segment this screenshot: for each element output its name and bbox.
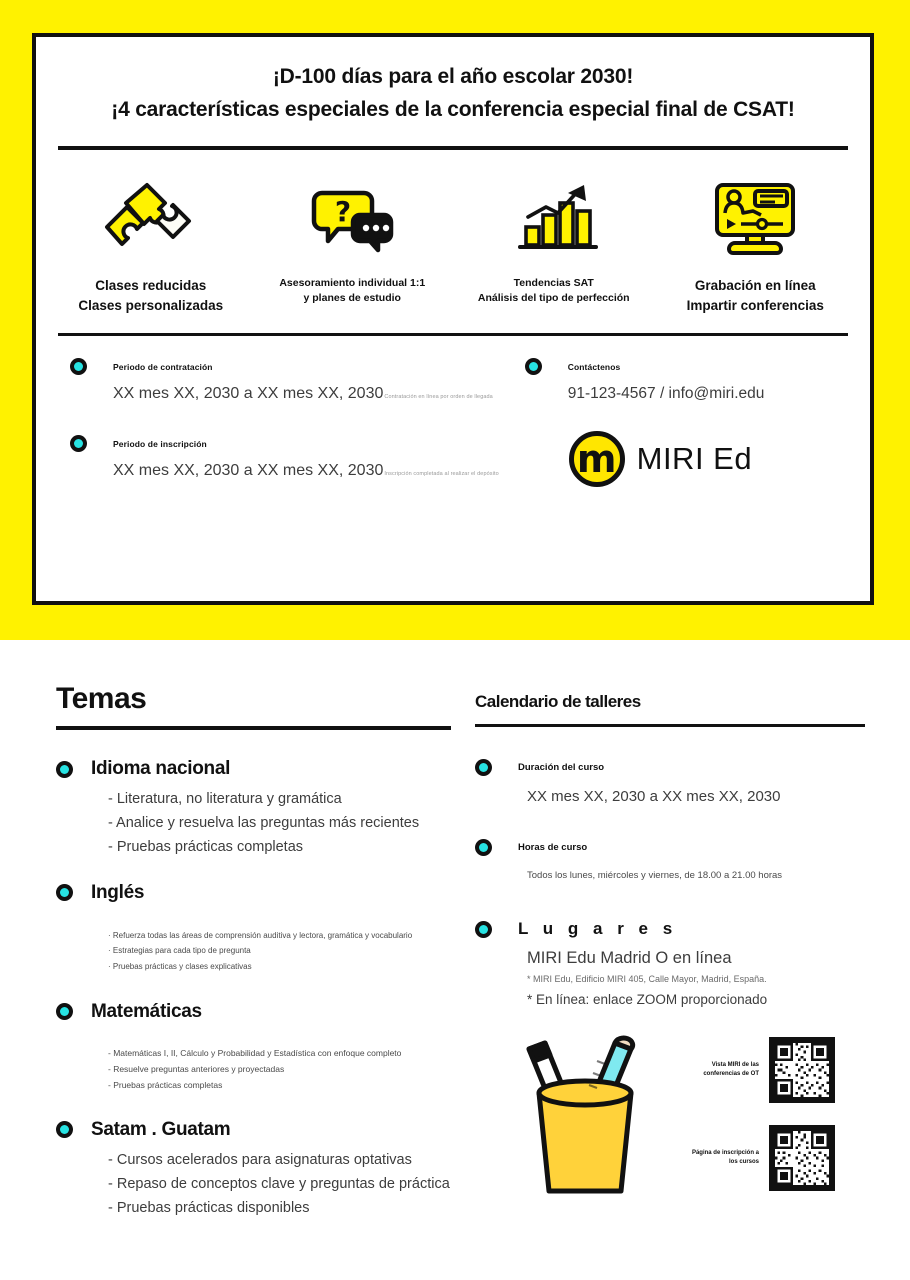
topic-name: Matemáticas	[91, 1000, 202, 1022]
speech-bubbles-icon	[304, 174, 400, 260]
places-note-online: * En línea: enlace ZOOM proporcionado	[527, 992, 768, 1007]
enrollment-period-block	[70, 358, 499, 403]
places-value: MIRI Edu Madrid O en línea	[527, 949, 732, 967]
qr-caption: Página de inscripción a los cursos	[691, 1150, 759, 1165]
monitor-lecture-icon	[707, 174, 803, 260]
feature-item	[252, 162, 454, 315]
topic-block	[56, 882, 451, 975]
poster-card	[32, 33, 874, 605]
qr-code-registration-icon[interactable]	[769, 1125, 835, 1191]
topic-name: Satam . Guatam	[91, 1118, 231, 1140]
topic-bullet: · Estrategias para cada tipo de pregunta	[108, 946, 251, 956]
bullet-dot-icon	[475, 839, 492, 856]
feature-item	[453, 162, 655, 315]
course-hours-block	[475, 839, 865, 881]
qr-caption: Vista MIRI de las conferencias de OT	[703, 1062, 759, 1077]
info-note: Inscripción completada al realizar el depósito	[384, 471, 499, 478]
feature-caption-line2: Análisis del tipo de perfección	[477, 292, 630, 305]
qr-code-lecture-icon[interactable]	[769, 1037, 835, 1103]
topic-name: Inglés	[91, 881, 145, 903]
info-grid	[70, 358, 836, 512]
feature-caption-line2: Clases personalizadas	[78, 297, 224, 313]
info-value-row	[113, 462, 499, 480]
topic-bullets	[108, 1149, 451, 1221]
topic-bullet: - Pruebas prácticas disponibles	[108, 1199, 310, 1216]
topic-bullet: - Pruebas prácticas completas	[108, 838, 304, 855]
topic-name: Idioma nacional	[91, 758, 231, 779]
schedule-column	[475, 640, 865, 1221]
info-value-row	[113, 385, 499, 403]
bullet-dot-icon	[525, 358, 542, 375]
brand-logo	[525, 431, 796, 487]
bullet-dot-icon	[70, 435, 87, 452]
topic-head	[56, 882, 451, 904]
rb-head	[475, 759, 865, 776]
feature-caption-line1: Clases reducidas	[95, 278, 207, 294]
duration-label: Duración del curso	[518, 762, 605, 773]
topic-head	[56, 758, 451, 780]
headline-line-2: ¡4 características especiales de la conferencia especial final de CSAT!	[111, 97, 795, 121]
bullet-dot-icon	[56, 761, 73, 778]
topic-block	[56, 758, 451, 860]
feature-caption	[279, 276, 425, 306]
topic-block	[56, 1119, 451, 1221]
schedule-title: Calendario de talleres	[475, 692, 641, 711]
topic-block	[56, 1001, 451, 1093]
topic-head	[56, 1001, 451, 1023]
bottom-columns	[0, 640, 910, 1221]
feature-caption	[478, 276, 630, 306]
topic-bullet: - Analice y resuelva las preguntas más recientes	[108, 814, 420, 831]
svg-text:?: ?	[335, 195, 352, 229]
course-duration-block	[475, 759, 865, 805]
bullet-dot-icon	[475, 759, 492, 776]
puzzle-icon	[103, 174, 199, 260]
feature-caption-line2: y planes de estudio	[303, 292, 401, 305]
feature-caption-line1: Asesoramiento individual 1:1	[279, 277, 426, 290]
topic-bullet: - Cursos acelerados para asignaturas optativas	[108, 1151, 412, 1168]
contact-value[interactable]: 91-123-4567 / info@miri.edu	[567, 385, 765, 403]
rb-head	[475, 919, 865, 939]
feature-item	[655, 162, 857, 315]
headline-line-1: ¡D-100 días para el año escolar 2030!	[272, 65, 634, 88]
topic-head	[56, 1119, 451, 1141]
feature-row	[50, 162, 856, 315]
info-note: Contratación en línea por orden de llegada	[384, 394, 493, 401]
hours-value: Todos los lunes, miércoles y viernes, de 18.00 a 21.00 horas	[527, 870, 783, 881]
topic-bullets	[108, 1045, 451, 1093]
registration-period-block	[70, 435, 499, 480]
feature-caption-line2: Impartir conferencias	[686, 297, 824, 313]
info-head	[70, 435, 499, 452]
divider-top	[58, 146, 848, 150]
logo-mark-icon: m	[569, 431, 625, 487]
places-block	[475, 919, 865, 1007]
bar-chart-trend-icon	[506, 174, 602, 260]
topics-column	[56, 640, 451, 1221]
info-label: Periodo de contratación	[113, 361, 213, 372]
bullet-dot-icon	[56, 1121, 73, 1138]
bullet-dot-icon	[56, 884, 73, 901]
qr-item[interactable]	[683, 1037, 835, 1103]
qr-column	[683, 1037, 835, 1213]
bullet-dot-icon	[70, 358, 87, 375]
contact-label: Contáctenos	[567, 361, 621, 372]
topic-bullet: - Resuelve preguntas anteriores y proyectadas	[108, 1063, 285, 1074]
feature-item	[50, 162, 252, 315]
pencil-cup-icon	[505, 1031, 665, 1211]
info-value: XX mes XX, 2030 a XX mes XX, 2030	[113, 385, 384, 403]
duration-value: XX mes XX, 2030 a XX mes XX, 2030	[527, 788, 781, 805]
info-label: Periodo de inscripción	[113, 438, 207, 449]
bottom-section	[0, 640, 910, 1280]
topic-bullet: · Refuerza todas las áreas de comprensión auditiva y lectora, gramática y vocabulario	[108, 930, 413, 940]
info-column-left	[70, 358, 499, 512]
topic-bullet: - Repaso de conceptos clave y preguntas de práctica	[108, 1175, 450, 1192]
topic-bullet: · Pruebas prácticas y clases explicativas	[108, 961, 252, 971]
qr-item[interactable]	[683, 1125, 835, 1191]
logo-text: MIRI Ed	[636, 441, 753, 477]
info-value: XX mes XX, 2030 a XX mes XX, 2030	[113, 462, 384, 480]
topic-bullet: - Matemáticas I, II, Cálculo y Probabilidad y Estadística con enfoque completo	[108, 1047, 402, 1058]
topics-title: Temas	[56, 682, 147, 715]
topics-underline	[56, 726, 451, 730]
rb-head	[475, 839, 865, 856]
schedule-underline	[475, 724, 865, 727]
info-head	[525, 358, 836, 375]
feature-caption	[78, 276, 223, 315]
info-head	[70, 358, 499, 375]
art-and-qr-row	[505, 1031, 865, 1213]
info-column-right	[499, 358, 836, 512]
topic-bullets	[108, 928, 451, 975]
topic-bullets	[108, 788, 451, 860]
contact-block	[525, 358, 836, 403]
feature-caption-line1: Grabación en línea	[694, 278, 816, 294]
bullet-dot-icon	[475, 921, 492, 938]
feature-caption	[687, 276, 824, 315]
places-note-address: * MIRI Edu, Edificio MIRI 405, Calle Mayor, Madrid, España.	[527, 974, 767, 984]
hours-label: Horas de curso	[518, 842, 588, 853]
places-label: L u g a r e s	[518, 919, 678, 938]
feature-caption-line1: Tendencias SAT	[513, 277, 594, 290]
topic-bullet: - Pruebas prácticas completas	[108, 1079, 223, 1090]
divider-bottom	[58, 333, 848, 336]
poster-headline	[36, 37, 870, 126]
topic-bullet: - Literatura, no literatura y gramática	[108, 791, 342, 807]
bullet-dot-icon	[56, 1003, 73, 1020]
